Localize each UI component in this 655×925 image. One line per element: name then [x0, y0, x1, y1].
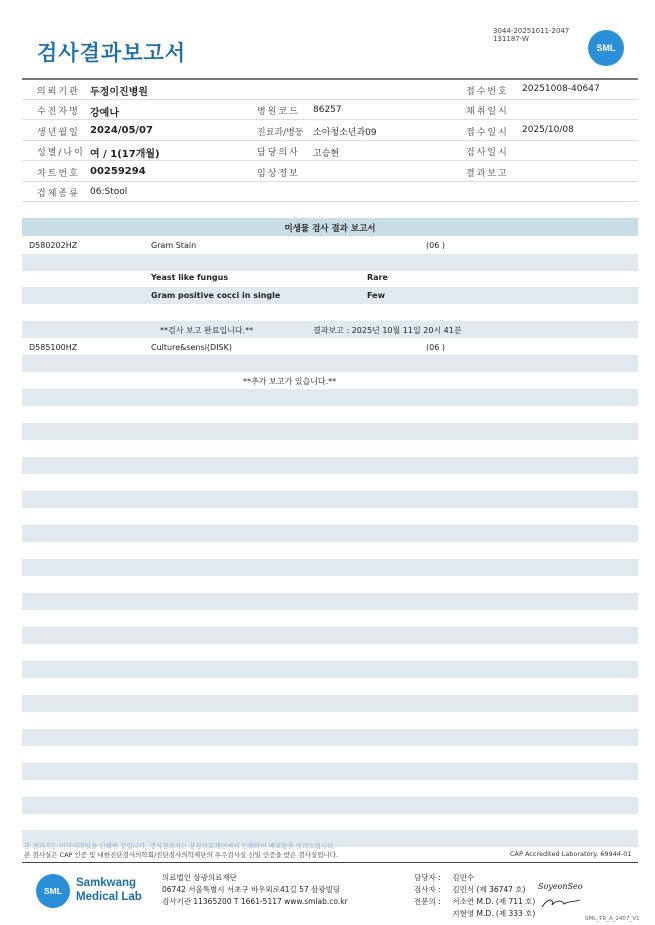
test2-specimen: (06 ) [426, 343, 445, 352]
report-row-band [22, 593, 638, 610]
logo-line2: Medical Lab [76, 891, 142, 903]
report-row-band [22, 661, 638, 678]
info-divider [22, 140, 638, 141]
info-divider [22, 160, 638, 161]
receipt-date-value: 2025/10/08 [522, 125, 574, 135]
report-row-band [22, 355, 638, 372]
report-row-band [22, 287, 638, 304]
sex-age-value: 여 / 1(17개월) [90, 149, 160, 160]
doctor-value: 고승현 [313, 149, 340, 159]
tester-row [414, 884, 535, 896]
finding2-value: Few [367, 291, 385, 300]
corp-address: 06742 서울특별시 서초구 바우뫼로41길 57 삼광빌딩 [162, 885, 341, 894]
receipt-date-label: 접수일시 [466, 128, 509, 138]
logo-wordmark [76, 876, 142, 904]
form-code: SML_TR_A_2407_V1 [585, 916, 640, 922]
info-divider [22, 119, 638, 120]
finding1-value: Rare [367, 273, 388, 282]
chart-label: 차트번호 [37, 169, 80, 179]
patient-label: 수진자명 [37, 107, 80, 117]
report-row-band [22, 457, 638, 474]
specialist1-value: 서소연 M.D. (제 711 호) [452, 897, 536, 906]
finding2-name: Gram positive cocci in single [151, 291, 281, 300]
hospital-code-value: 86257 [313, 105, 342, 115]
finding1-name: Yeast like fungus [151, 273, 229, 282]
report-row-band [22, 491, 638, 508]
hospital-code-label: 병원코드 [257, 107, 300, 117]
test2-code: D585100HZ [29, 343, 78, 352]
report-row-band [22, 525, 638, 542]
specimen-label: 검체종류 [37, 189, 80, 199]
document-id [493, 27, 569, 43]
info-divider [22, 181, 638, 182]
report-row-band [22, 695, 638, 712]
corporation-info [162, 872, 348, 908]
sampling-date-label: 채취일시 [466, 107, 509, 117]
specialist-row [414, 896, 535, 908]
sex-age-label: 성별/나이 [37, 148, 85, 158]
logo-line1: Samkwang [76, 877, 137, 889]
corp-name: 의료법인 삼광의료재단 [162, 873, 237, 882]
tester-value: 김민식 (제 36747 호) [452, 885, 526, 894]
specialist-label: 전문의 : [414, 897, 441, 906]
report-row-band [22, 389, 638, 406]
corp-contact: 검사기관 11365200 T 1661-5117 www.smlab.co.kr [162, 897, 348, 906]
signature-seo: SoyeonSeo [538, 882, 583, 891]
logo-badge: SML [36, 874, 70, 908]
report-result-time: 결과보고 : 2025년 10월 11일 20시 41분 [313, 326, 462, 335]
additional-report-note: **추가 보고가 있습니다.** [243, 377, 337, 386]
test-date-label: 검사일시 [466, 148, 509, 158]
page-title: 검사결과보고서 [37, 41, 187, 65]
footer-divider [22, 862, 638, 863]
test1-name: Gram Stain [151, 241, 197, 250]
receipt-no-label: 접수번호 [466, 87, 509, 97]
manager-label: 담당자 : [414, 873, 441, 882]
info-divider [22, 201, 638, 202]
sml-logo-badge: SML [588, 30, 624, 66]
certification-notice: 본 검사실은 CAP 인증 및 대한진단검사의학회/진단검사의학재단의 우수검사실 신임 인증을 받은 검사실입니다. [24, 851, 339, 859]
manager-value: 김민수 [452, 873, 475, 882]
info-divider [22, 99, 638, 100]
staff-info [414, 872, 535, 920]
manager-row [414, 872, 535, 884]
clinical-label: 임상정보 [257, 169, 300, 179]
document-id-line1: 3044-20251011-2047 [493, 27, 570, 35]
chart-value: 00259294 [90, 166, 146, 177]
dept-label: 진료과/병동 [257, 128, 304, 138]
signature-ji [540, 896, 584, 910]
report-row-band [22, 763, 638, 780]
result-report-label: 결과보고 [466, 169, 509, 179]
report-row-band [22, 254, 638, 271]
report-row-band [22, 627, 638, 644]
test1-specimen: (06 ) [426, 241, 445, 250]
report-complete-note: **검사 보고 완료입니다.** [160, 326, 254, 335]
report-row-band [22, 729, 638, 746]
institution-label: 의뢰기관 [37, 87, 80, 97]
test2-name: Culture&sensi(DISK) [151, 343, 232, 352]
report-section-title: 미생물 검사 결과 보고서 [284, 224, 376, 234]
doctor-label: 담당의사 [257, 148, 300, 158]
test1-code: D580202HZ [29, 241, 78, 250]
tester-label: 검사자 : [414, 885, 441, 894]
info-top-border [22, 78, 638, 80]
copy-notice: 본 결과지는 이미지파일을 인쇄한 것입니다. 정식결과지는 삼광의료재단에서 인쇄하여 배포함을 알려드립니다. [24, 842, 336, 850]
report-row-band [22, 423, 638, 440]
institution-value: 두정이진병원 [90, 87, 148, 98]
patient-value: 강예나 [90, 108, 119, 119]
receipt-no-value: 20251008-40647 [522, 84, 600, 94]
document-id-line2: 131187-W [493, 35, 529, 43]
specialist2-row [414, 908, 535, 920]
cap-accreditation: CAP Accredited Laboratory. 69944-01 [510, 850, 632, 858]
report-row-band [22, 559, 638, 576]
report-row-band [22, 797, 638, 814]
dept-value: 소아청소년과09 [313, 128, 377, 138]
specialist2-value: 지현영 M.D. (제 333 호) [452, 909, 536, 918]
specimen-value: 06:Stool [90, 187, 128, 197]
birth-label: 생년월일 [37, 128, 80, 138]
birth-value: 2024/05/07 [90, 125, 153, 136]
